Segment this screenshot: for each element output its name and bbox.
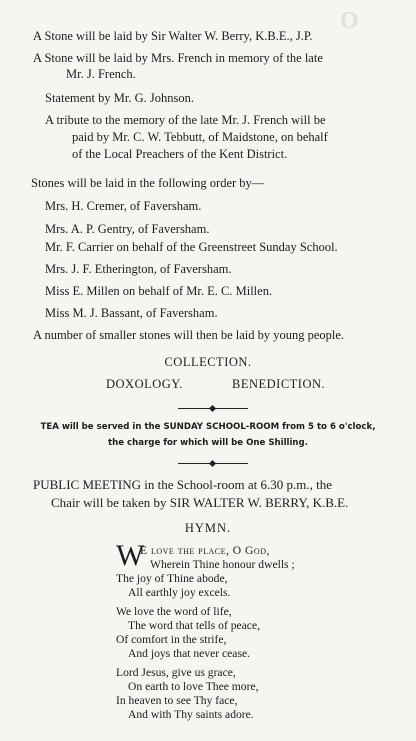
hymn-line: The word that tells of peace, [128,619,260,632]
hymn-line: Of comfort in the strife, [116,633,227,646]
tribute-line-2: paid by Mr. C. W. Tebbutt, of Maidstone, on behalf [72,130,328,144]
show-through-ghost: O [340,8,361,34]
order-item: Miss M. J. Bassant, of Faversham. [45,306,218,320]
hymn-line: The joy of Thine abode, [116,572,228,585]
hymn-line: In heaven to see Thy face, [116,694,238,707]
statement-line: Statement by Mr. G. Johnson. [45,91,194,105]
stone-berry-line: A Stone will be laid by Sir Walter W. Berry, K.B.E., J.P. [33,29,313,43]
public-meeting-line-1: PUBLIC MEETING in the School-room at 6.30 p.m., the [33,477,332,492]
hymn-line: On earth to love Thee more, [128,680,259,693]
public-meeting-line-2: Chair will be taken by SIR WALTER W. BERRY, K.B.E. [51,495,349,510]
divider-ornament [209,460,216,467]
collection-heading: COLLECTION. [164,355,252,369]
hymn-line: Lord Jesus, give us grace, [116,666,236,679]
tribute-line-3: of the Local Preachers of the Kent District. [72,147,288,161]
order-intro: Stones will be laid in the following order by— [31,176,265,190]
benediction-heading: BENEDICTION. [232,377,326,391]
hymn-line: E love the place, O God, [140,544,270,557]
order-item: Miss E. Millen on behalf of Mr. E. C. Millen. [45,284,273,298]
hymn-line: And with Thy saints adore. [128,708,254,721]
order-item: Mrs. H. Cremer, of Faversham. [45,199,202,213]
stone-french-line-1: A Stone will be laid by Mrs. French in memory of the late [33,51,323,65]
hymn-title: HYMN. [184,521,232,535]
order-item: Mrs. J. F. Etherington, of Faversham. [45,262,232,276]
hymn-dropcap: W [116,539,145,572]
order-item: Mr. F. Carrier on behalf of the Greenstreet Sunday School. [45,240,338,254]
hymn-line: And joys that never cease. [128,647,251,660]
divider-ornament [209,405,216,412]
tribute-line-1: A tribute to the memory of the late Mr. J. French will be [45,113,326,127]
doxology-heading: DOXOLOGY. [106,377,183,391]
order-item: Mrs. A. P. Gentry, of Faversham. [45,222,210,236]
hymn-line: All earthly joy excels. [128,586,231,599]
hymn-line: Wherein Thine honour dwells ; [150,558,295,571]
young-people-line: A number of smaller stones will then be laid by young people. [33,328,345,342]
stone-french-line-2: Mr. J. French. [66,67,136,81]
tea-line-2: the charge for which will be One Shilling. [108,438,308,448]
hymn-line: We love the word of life, [116,605,232,618]
tea-line-1: TEA will be served in the SUNDAY SCHOOL-ROOM from 5 to 6 o'clock, [40,422,376,432]
